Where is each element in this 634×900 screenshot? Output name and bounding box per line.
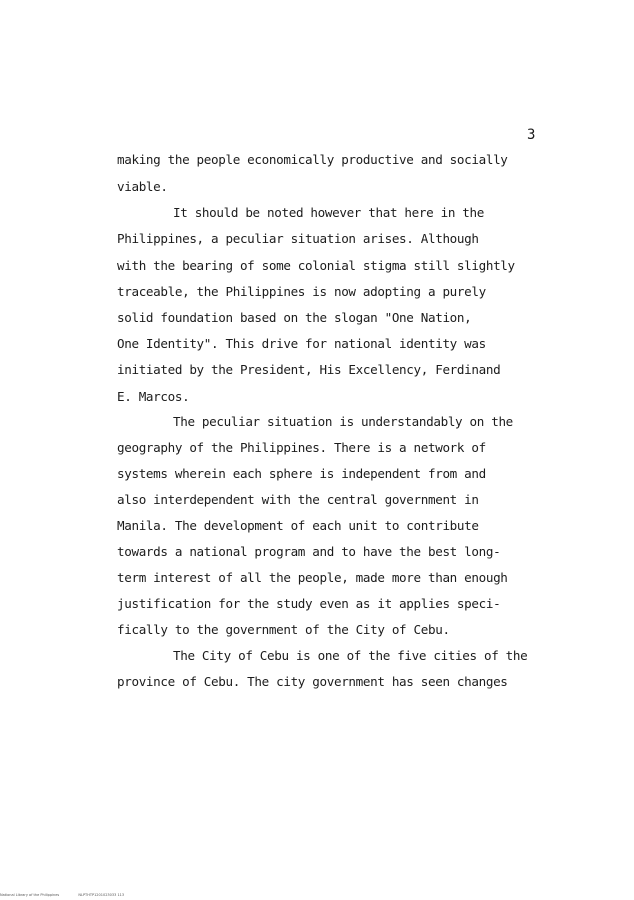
text-line: towards a national program and to have the best long- <box>117 544 501 559</box>
text-line: justification for the study even as it applies speci- <box>117 596 501 611</box>
text-line: viable. <box>117 179 168 194</box>
text-line: geography of the Philippines. There is a network of <box>117 440 486 455</box>
text-line: One Identity". This drive for national identity was <box>117 336 486 351</box>
paragraph-start-line: The City of Cebu is one of the five cities of the <box>173 648 528 663</box>
text-line: fically to the government of the City of Cebu. <box>117 622 450 637</box>
text-line: also interdependent with the central government in <box>117 492 479 507</box>
page-number: 3 <box>527 127 536 143</box>
text-line: with the bearing of some colonial stigma still slightly <box>117 258 515 273</box>
text-line: E. Marcos. <box>117 389 190 404</box>
paragraph-start-line: It should be noted however that here in the <box>173 205 484 220</box>
text-line: Philippines, a peculiar situation arises. Although <box>117 231 479 246</box>
scan-footer <box>0 893 124 897</box>
text-line: systems wherein each sphere is independent from and <box>117 466 486 481</box>
text-line: Manila. The development of each unit to contribute <box>117 518 479 533</box>
text-line: solid foundation based on the slogan "One Nation, <box>117 310 472 325</box>
footer-library: National Library of the Philippines <box>0 893 60 897</box>
text-line: province of Cebu. The city government has seen changes <box>117 674 508 689</box>
text-line: term interest of all the people, made more than enough <box>117 570 508 585</box>
text-line: making the people economically productive and socially <box>117 152 508 167</box>
text-line: initiated by the President, His Excellency, Ferdinand <box>117 362 501 377</box>
paragraph-start-line: The peculiar situation is understandably on the <box>173 414 513 429</box>
text-line: traceable, the Philippines is now adopting a purely <box>117 284 486 299</box>
footer-code: NLPTHTP1201023033 113 <box>78 893 125 897</box>
